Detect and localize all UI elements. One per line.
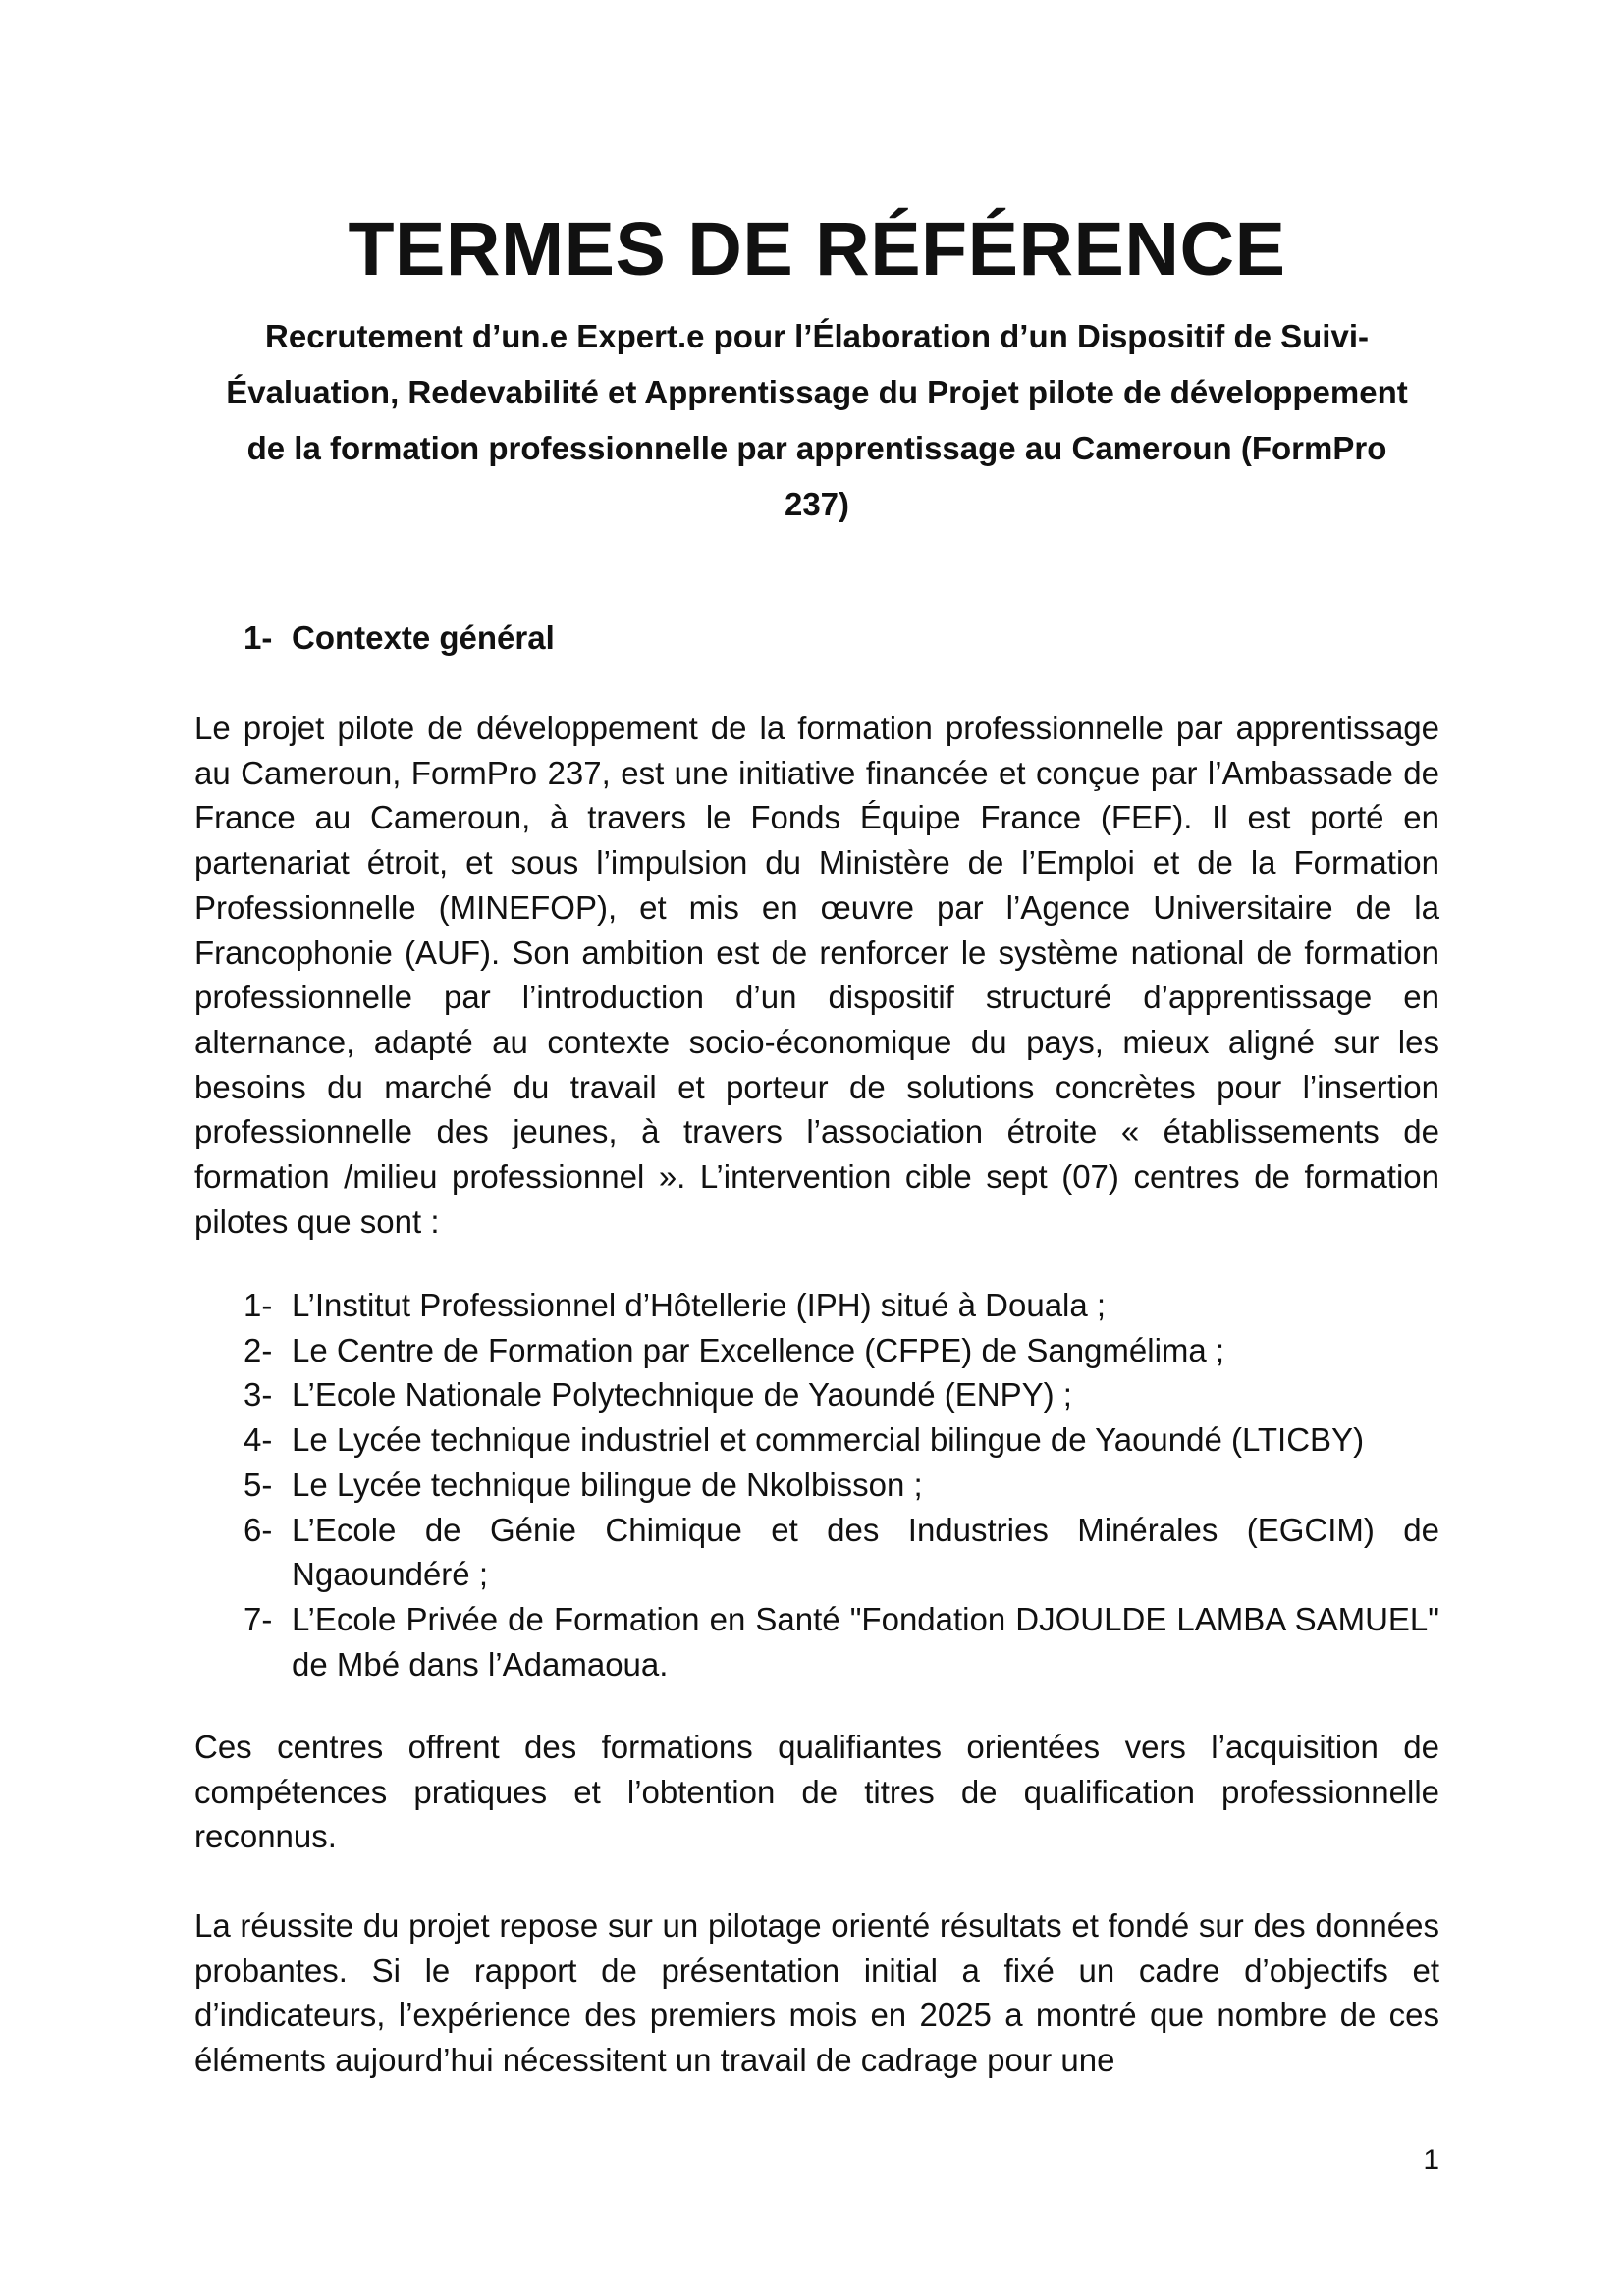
list-item	[244, 1463, 1439, 1508]
list-item-text: L’Ecole Privée de Formation en Santé "Fondation DJOULDE LAMBA SAMUEL" de Mbé dans l’Adamaoua.	[292, 1600, 1439, 1682]
list-item-number: 4-	[244, 1421, 273, 1459]
list-item-text: L’Ecole Nationale Polytechnique de Yaoundé (ENPY) ;	[292, 1376, 1072, 1414]
list-item-text: L’Ecole de Génie Chimique et des Industries Minérales (EGCIM) de Ngaoundéré ;	[292, 1511, 1439, 1593]
centres-description-paragraph: Ces centres offrent des formations qualifiantes orientées vers l’acquisition de compétences pratiques et l’obtention de titres de qualification professionnelle reconnus.	[194, 1729, 1439, 1855]
list-item-number: 3-	[244, 1376, 273, 1414]
list-item-number: 1-	[244, 1287, 273, 1323]
list-item-number: 5-	[244, 1466, 273, 1503]
list-item	[244, 1372, 1439, 1417]
section-title: Contexte général	[292, 619, 555, 656]
list-item-text: Le Lycée technique bilingue de Nkolbisson ;	[292, 1466, 923, 1503]
project-success-paragraph: La réussite du projet repose sur un pilotage orienté résultats et fondé sur des données probantes. Si le rapport de présentation initial a fixé un cadre d’objectifs et d’indicateurs, l’expérience des premiers mois en 2025 a montré que nombre de ces éléments aujourd’hui nécessitent un travail de cadrage pour une	[194, 1907, 1439, 2079]
list-item-number: 7-	[244, 1600, 273, 1637]
list-item	[244, 1508, 1439, 1597]
section-number: 1-	[244, 619, 273, 656]
document-page	[194, 0, 1439, 2296]
centres-list	[244, 1283, 1439, 1686]
page-number: 1	[1423, 2144, 1439, 2176]
list-item	[244, 1597, 1439, 1686]
document-title: TERMES DE RÉFÉRENCE	[348, 207, 1286, 292]
document-subtitle: Recrutement d’un.e Expert.e pour l’Élaboration d’un Dispositif de Suivi-Évaluation, Redevabilité et Apprentissage du Projet pilote de développement de la formation professionnelle par apprentissage au Cameroun (FormPro 237)	[226, 318, 1408, 522]
list-item-text: Le Lycée technique industriel et commercial bilingue de Yaoundé (LTICBY)	[292, 1421, 1365, 1459]
list-item-text: Le Centre de Formation par Excellence (CFPE) de Sangmélima ;	[292, 1331, 1225, 1368]
list-item-number: 2-	[244, 1331, 273, 1368]
list-item-number: 6-	[244, 1511, 273, 1548]
list-item	[244, 1417, 1439, 1463]
list-item	[244, 1328, 1439, 1373]
list-item-text: L’Institut Professionnel d’Hôtellerie (IPH) situé à Douala ;	[292, 1287, 1107, 1323]
context-paragraph: Le projet pilote de développement de la formation professionnelle par apprentissage au Cameroun, FormPro 237, est une initiative financée et conçue par l’Ambassade de France au Cameroun, à travers le Fonds Équipe France (FEF). Il est porté en partenariat étroit, et sous l’impulsion du Ministère de l’Emploi et de la Formation Professionnelle (MINEFOP), et mis en œuvre par l’Agence Universitaire de la Francophonie (AUF). Son ambition est de renforcer le système national de formation professionnelle par l’introduction d’un dispositif structuré d’apprentissage en alternance, adapté au contexte socio-économique du pays, mieux aligné sur les besoins du marché du travail et porteur de solutions concrètes pour l’insertion professionnelle des jeunes, à travers l’association étroite « établissements de formation /milieu professionnel ». L’intervention cible sept (07) centres de formation pilotes que sont :	[194, 710, 1439, 1240]
list-item	[244, 1283, 1439, 1328]
section-heading	[244, 613, 555, 664]
